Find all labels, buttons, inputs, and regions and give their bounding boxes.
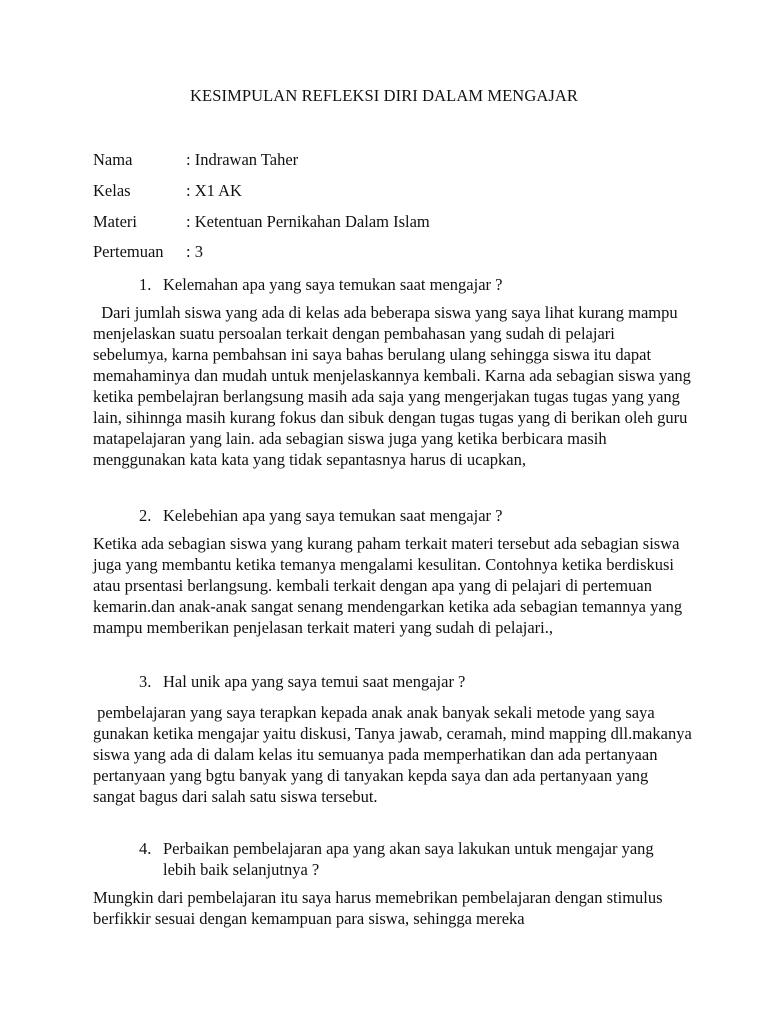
document-title: KESIMPULAN REFLEKSI DIRI DALAM MENGAJAR [190, 86, 578, 105]
question-text: Kelebehian apa yang saya temukan saat mengajar ? [163, 506, 503, 525]
meta-value: : 3 [186, 242, 203, 261]
answer-4: Mungkin dari pembelajaran itu saya harus memebrikan pembelajaran dengan stimulus berfikkir sesuai dengan kemampuan para siswa, sehingga mereka [93, 888, 663, 928]
meta-label: Kelas [93, 181, 131, 200]
meta-value: : X1 AK [186, 181, 242, 200]
answer-2: Ketika ada sebagian siswa yang kurang paham terkait materi tersebut ada sebagian siswa juga yang membantu ketika temanya mengalami kesulitan. Contohnya ketika berdiskusi atau prsentasi berlangsung. kembali terkait dengan apa yang di pelajari di pertemuan kemarin.dan anak-anak sangat senang mendengarkan ketika ada sebagian temannya yang mampu memberikan penjelasan terkait materi yang sudah di pelajari., [93, 534, 683, 637]
question-2 [139, 505, 679, 526]
answer-1: Dari jumlah siswa yang ada di kelas ada beberapa siswa yang saya lihat kurang mampu menjelaskan suatu persoalan terkait dengan pembahasan yang sudah di pelajari sebelumya, karna pembahsan ini saya bahas berulang ulang sehingga siswa itu dapat memahaminya dan mudah untuk menjelaskannya kembali. Karna ada sebagian siswa yang ketika pembelajran berlangsung masih ada saja yang mengerjakan tugas tugas yang yang lain, sihinnga masih kurang fokus dan sibuk dengan tugas tugas yang di berikan oleh guru matapelajaran yang lain. ada sebagian siswa juga yang ketika berbicara masih menggunakan kata kata yang tidak sepantasnya harus di ucapkan, [93, 303, 691, 469]
question-text: Perbaikan pembelajaran apa yang akan saya lakukan untuk mengajar yang lebih baik selanjutnya ? [163, 839, 654, 879]
meta-label: Pertemuan [93, 242, 164, 261]
meta-value: : Indrawan Taher [186, 150, 299, 169]
question-3 [139, 671, 679, 692]
answer-3: pembelajaran yang saya terapkan kepada anak anak banyak sekali metode yang saya gunakan ketika mengajar yaitu diskusi, Tanya jawab, ceramah, mind mapping dll.makanya siswa yang ada di dalam kelas itu semuanya pada memperhatikan dan ada pertanyaan pertanyaan yang bgtu banyak yang di tanyakan kepda saya dan ada pertanyaan yang sangat bagus dari salah satu siswa tersebut. [93, 703, 692, 806]
question-1 [139, 274, 679, 295]
question-4 [139, 838, 679, 880]
question-text: Kelemahan apa yang saya temukan saat mengajar ? [163, 275, 503, 294]
meta-value: : Ketentuan Pernikahan Dalam Islam [186, 212, 430, 231]
question-number: 3. [139, 672, 152, 691]
meta-label: Nama [93, 150, 133, 169]
meta-label: Materi [93, 212, 137, 231]
question-number: 4. [139, 839, 152, 858]
question-number: 2. [139, 506, 152, 525]
question-number: 1. [139, 275, 152, 294]
question-text: Hal unik apa yang saya temui saat mengajar ? [163, 672, 466, 691]
